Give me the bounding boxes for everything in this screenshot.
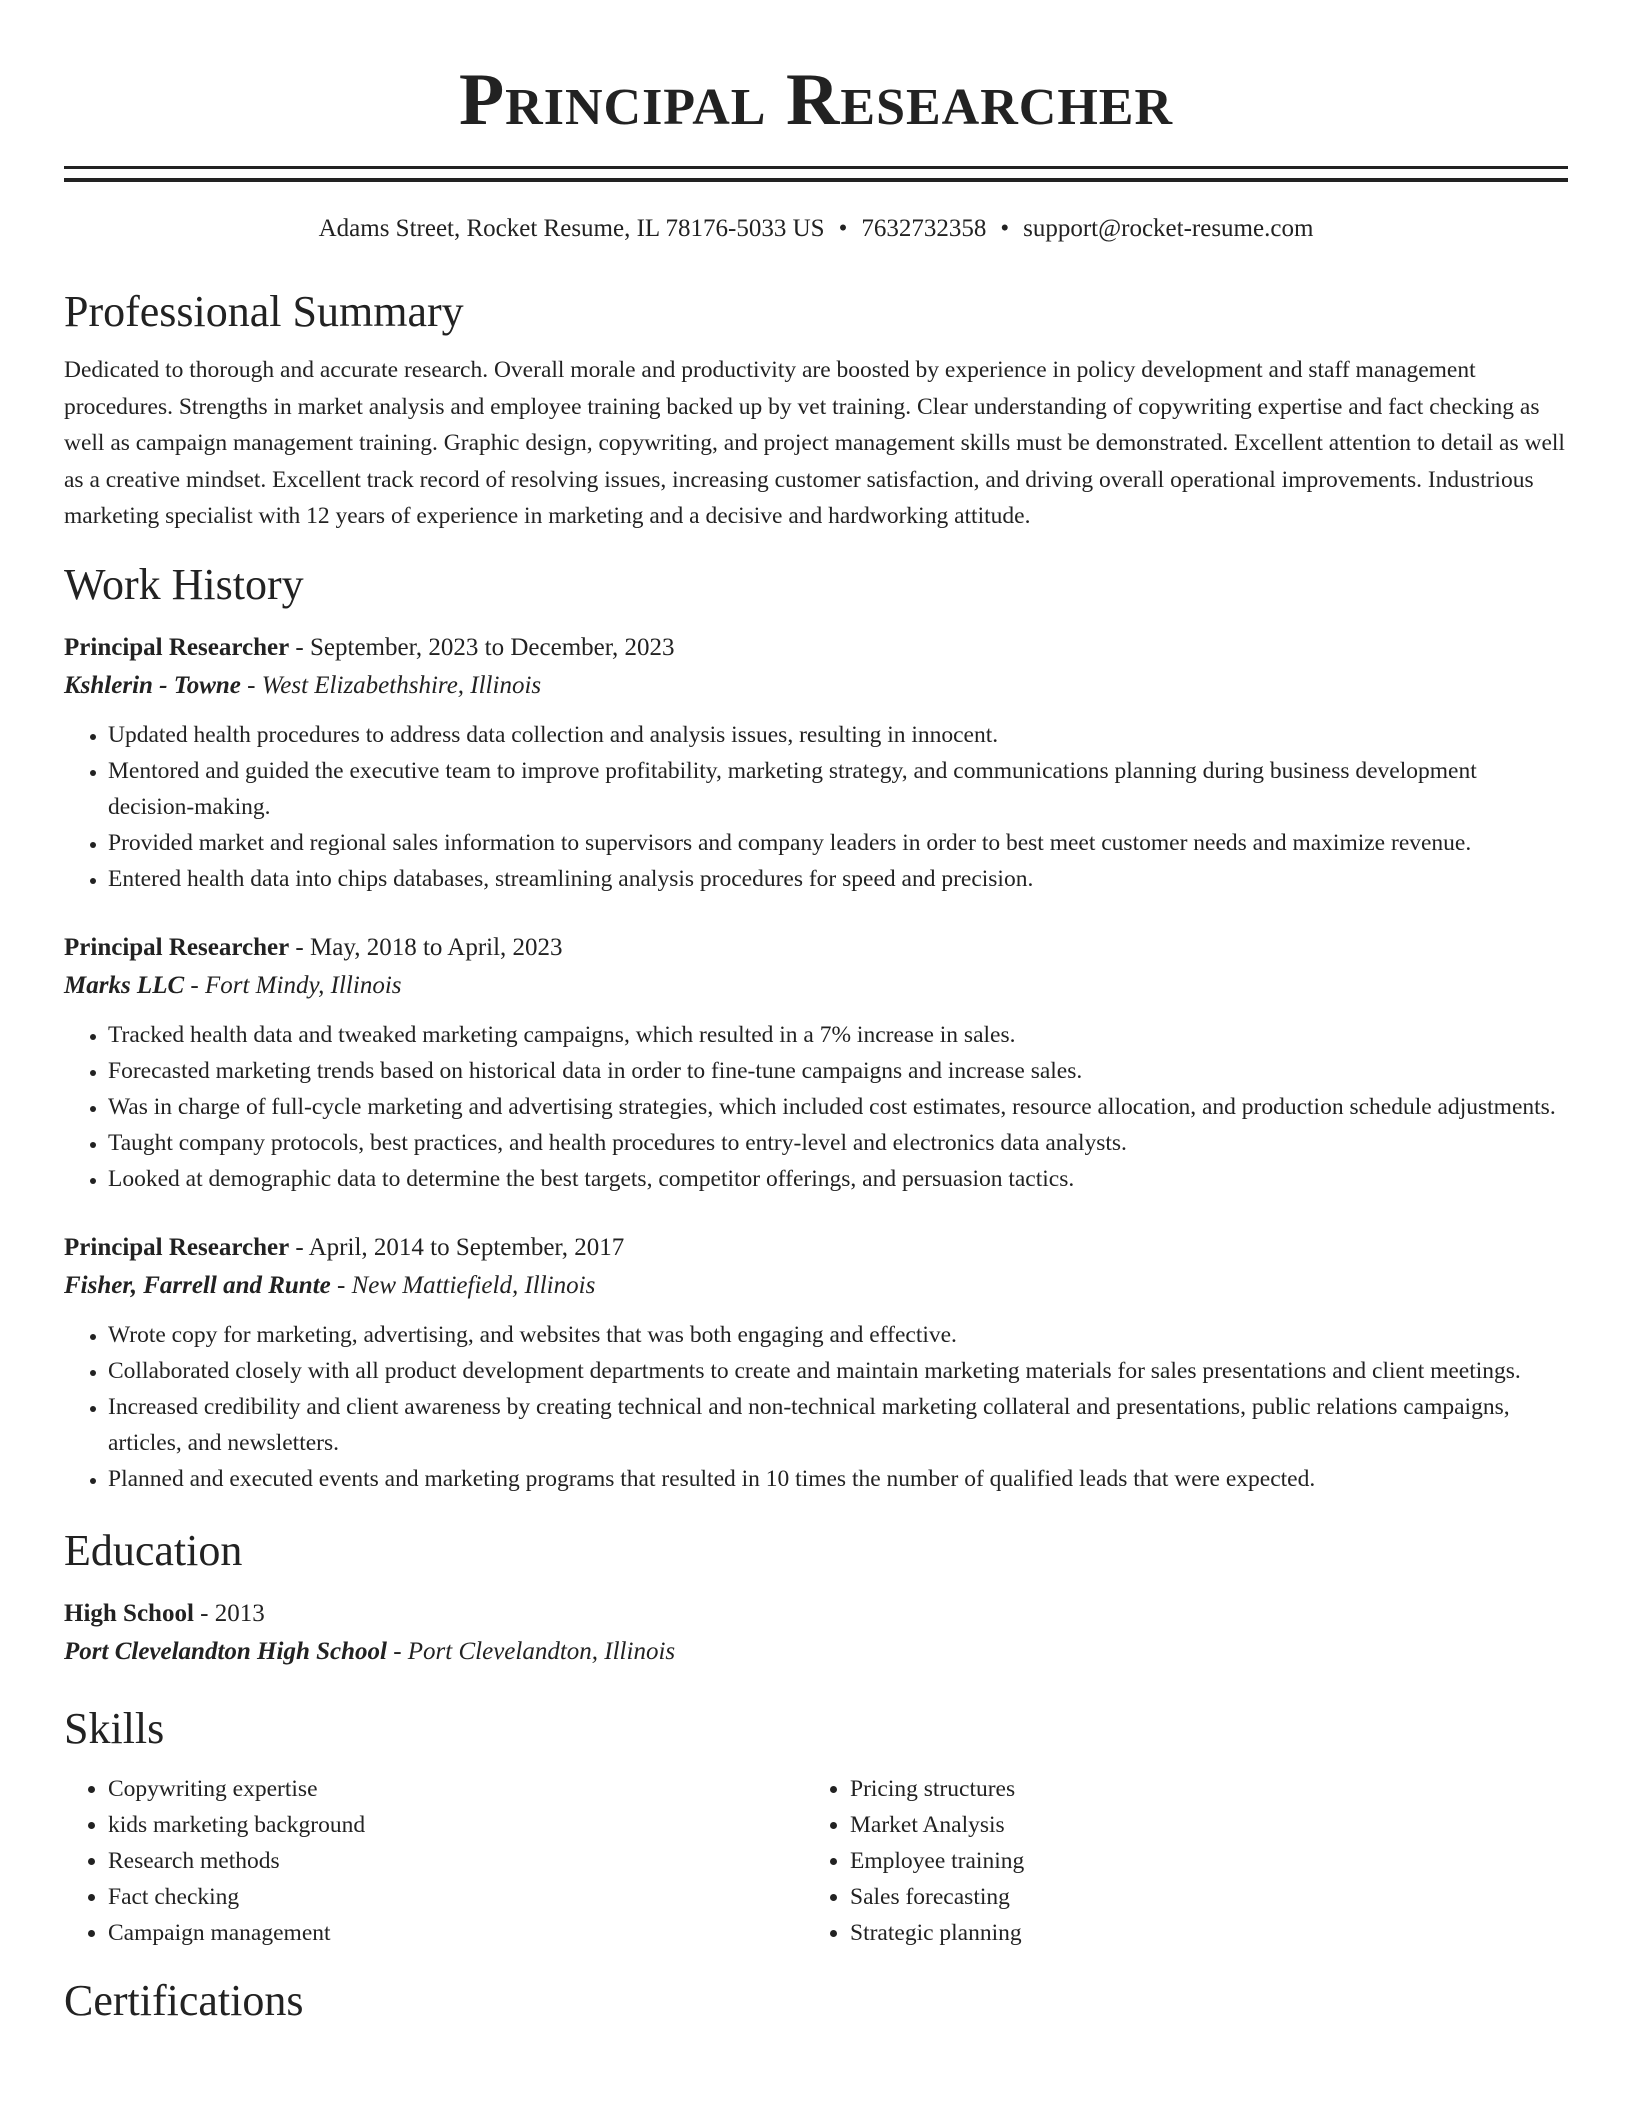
resume-page bbox=[64, 0, 1568, 2029]
job-bullet-list bbox=[64, 1017, 1568, 1197]
skills-columns bbox=[64, 1771, 1568, 1951]
skills-list-right bbox=[806, 1771, 1548, 1951]
job-bullet: • Forecasted marketing trends based on historical data in order to fine-tune campaigns and increase sales. bbox=[108, 1053, 1568, 1089]
job-dates: - April, 2014 to September, 2017 bbox=[289, 1233, 625, 1261]
job-title-line bbox=[64, 629, 1568, 667]
education-location: - Port Clevelandton, Illinois bbox=[386, 1637, 676, 1665]
education-year: - 2013 bbox=[193, 1599, 265, 1627]
job-entry bbox=[64, 1229, 1568, 1497]
skill-item: • kids marketing background bbox=[108, 1807, 806, 1843]
job-bullet: • Collaborated closely with all product development departments to create and maintain marketing materials for sales presentations and client meetings. bbox=[108, 1353, 1568, 1389]
skill-item: • Campaign management bbox=[108, 1915, 806, 1951]
job-bullet: • Mentored and guided the executive team to improve profitability, marketing strategy, and communications planning during business development decision-making. bbox=[108, 753, 1568, 825]
job-bullet: • Increased credibility and client awareness by creating technical and non-technical marketing collateral and presentations, public relations campaigns, articles, and newsletters. bbox=[108, 1389, 1568, 1461]
job-company-line bbox=[64, 667, 1568, 705]
work-history-section-title: Work History bbox=[64, 559, 304, 609]
resume-name-heading: Principal Researcher bbox=[458, 59, 1174, 141]
job-location: - Fort Mindy, Illinois bbox=[184, 971, 402, 999]
job-bullet-list bbox=[64, 1317, 1568, 1497]
job-bullet: • Tracked health data and tweaked marketing campaigns, which resulted in a 7% increase in sales. bbox=[108, 1017, 1568, 1053]
job-company: Kshlerin - Towne bbox=[64, 671, 241, 699]
job-company-line bbox=[64, 1267, 1568, 1305]
skill-item: • Employee training bbox=[850, 1843, 1548, 1879]
skills-list-left bbox=[64, 1771, 806, 1951]
job-bullet: • Was in charge of full-cycle marketing and advertising strategies, which included cost estimates, resource allocation, and production schedule adjustments. bbox=[108, 1089, 1568, 1125]
contact-email: support@rocket-resume.com bbox=[1023, 215, 1314, 242]
education-entry bbox=[64, 1595, 1568, 1671]
skill-item: • Market Analysis bbox=[850, 1807, 1548, 1843]
contact-line bbox=[64, 212, 1568, 246]
job-dates: - May, 2018 to April, 2023 bbox=[289, 933, 563, 961]
certifications-section-title: Certifications bbox=[64, 1975, 304, 2025]
education-section-title: Education bbox=[64, 1525, 243, 1575]
job-company: Fisher, Farrell and Runte bbox=[64, 1271, 331, 1299]
skill-item: • Fact checking bbox=[108, 1879, 806, 1915]
job-entry bbox=[64, 629, 1568, 897]
skill-item: • Copywriting expertise bbox=[108, 1771, 806, 1807]
summary-section-title: Professional Summary bbox=[64, 287, 464, 336]
skill-item: • Research methods bbox=[108, 1843, 806, 1879]
job-bullet: • Taught company protocols, best practices, and health procedures to entry-level and electronics data analysts. bbox=[108, 1125, 1568, 1161]
job-bullet: • Provided market and regional sales information to supervisors and company leaders in order to best meet customer needs and maximize revenue. bbox=[108, 825, 1568, 861]
job-title-line bbox=[64, 1229, 1568, 1267]
education-degree: High School bbox=[64, 1599, 194, 1627]
education-degree-line bbox=[64, 1595, 1568, 1633]
job-dates: - September, 2023 to December, 2023 bbox=[289, 633, 675, 661]
job-company: Marks LLC bbox=[64, 971, 185, 999]
skills-section-title: Skills bbox=[64, 1703, 165, 1753]
contact-phone: 7632732358 bbox=[861, 215, 987, 242]
job-role: Principal Researcher bbox=[64, 633, 290, 661]
job-bullet: • Planned and executed events and marketing programs that resulted in 10 times the number of qualified leads that were expected. bbox=[108, 1461, 1568, 1497]
skill-item: • Sales forecasting bbox=[850, 1879, 1548, 1915]
job-bullet: • Wrote copy for marketing, advertising, and websites that was both engaging and effective. bbox=[108, 1317, 1568, 1353]
job-role: Principal Researcher bbox=[64, 933, 290, 961]
job-bullet: • Looked at demographic data to determine the best targets, competitor offerings, and persuasion tactics. bbox=[108, 1161, 1568, 1197]
education-school: Port Clevelandton High School bbox=[64, 1637, 387, 1665]
job-company-line bbox=[64, 967, 1568, 1005]
contact-separator: • bbox=[838, 215, 848, 242]
job-bullet: • Entered health data into chips databases, streamlining analysis procedures for speed and precision. bbox=[108, 861, 1568, 897]
header-double-rule bbox=[64, 166, 1568, 182]
job-bullet-list bbox=[64, 717, 1568, 897]
job-role: Principal Researcher bbox=[64, 1233, 290, 1261]
job-title-line bbox=[64, 929, 1568, 967]
job-entry bbox=[64, 929, 1568, 1197]
job-location: - West Elizabethshire, Illinois bbox=[240, 671, 542, 699]
contact-address: Adams Street, Rocket Resume, IL 78176-5033 US bbox=[318, 215, 825, 242]
contact-separator: • bbox=[1000, 215, 1010, 242]
summary-text: Dedicated to thorough and accurate research. Overall morale and productivity are boosted by experience in policy development and staff management procedures. Strengths in market analysis and employee training backed up by vet training. Clear understanding of copywriting expertise and fact checking as well as campaign management training. Graphic design, copywriting, and project management skills must be demonstrated. Excellent attention to detail as well as a creative mindset. Excellent track record of resolving issues, increasing customer satisfaction, and driving overall operational improvements. Industrious marketing specialist with 12 years of experience in marketing and a decisive and hardworking attitude. bbox=[64, 357, 1565, 529]
education-school-line bbox=[64, 1633, 1568, 1671]
skill-item: • Strategic planning bbox=[850, 1915, 1548, 1951]
skill-item: • Pricing structures bbox=[850, 1771, 1548, 1807]
job-location: - New Mattiefield, Illinois bbox=[330, 1271, 596, 1299]
job-bullet: • Updated health procedures to address data collection and analysis issues, resulting in innocent. bbox=[108, 717, 1568, 753]
